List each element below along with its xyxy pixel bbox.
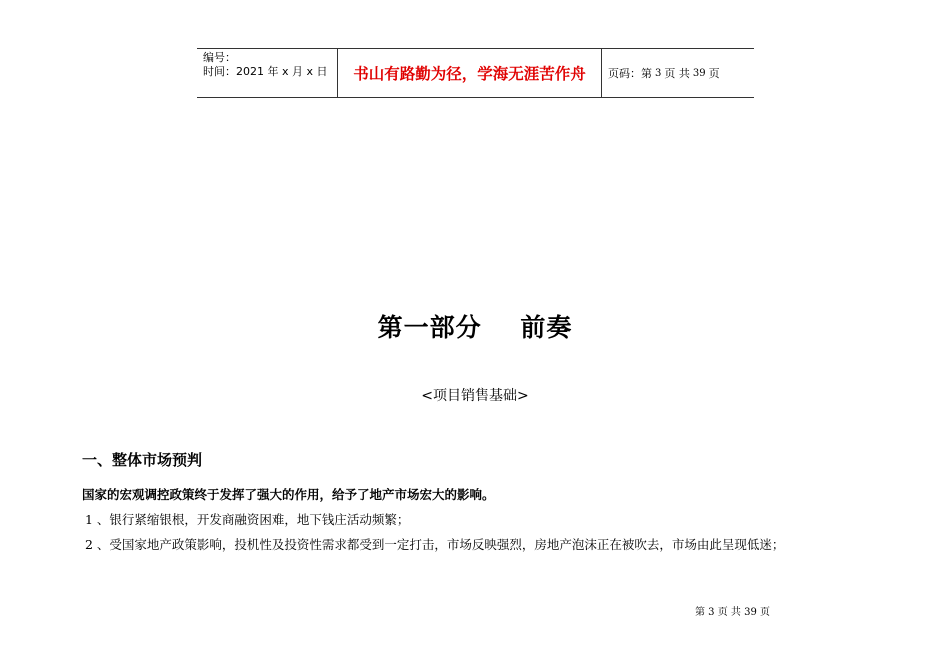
header-number-label: 编号： [203,51,236,64]
page-footer: 第 3 页 共 39 页 [695,607,770,618]
header-page-total: 39 [692,67,706,79]
header-page-current: 3 [655,67,662,79]
header-meta [197,49,338,97]
header-page-info [602,49,754,97]
list-item: 2 、受国家地产政策影响，投机性及投资性需求都受到一定打击，市场反映强烈，房地产泡沫正在被吹去，市场由此呈现低迷； [85,537,785,552]
header-page-suffix: 页 [708,67,720,80]
document-header [197,48,754,98]
section-heading: 一、整体市场预判 [82,451,203,469]
page-subtitle: <项目销售基础> [421,388,529,404]
page-title: 第一部分 前奏 [377,313,573,342]
header-time-label: 时间：2021 年 x 月 x 日 [203,65,328,78]
lead-paragraph: 国家的宏观调控政策终于发挥了强大的作用，给予了地产市场宏大的影响。 [82,487,495,502]
header-motto: 书山有路勤为径，学海无涯苦作舟 [338,49,602,97]
header-page-prefix: 页码：第 [608,67,652,80]
header-page-mid: 页 共 [664,67,690,80]
list-item: 1 、银行紧缩银根，开发商融资困难，地下钱庄活动频繁； [85,512,410,527]
